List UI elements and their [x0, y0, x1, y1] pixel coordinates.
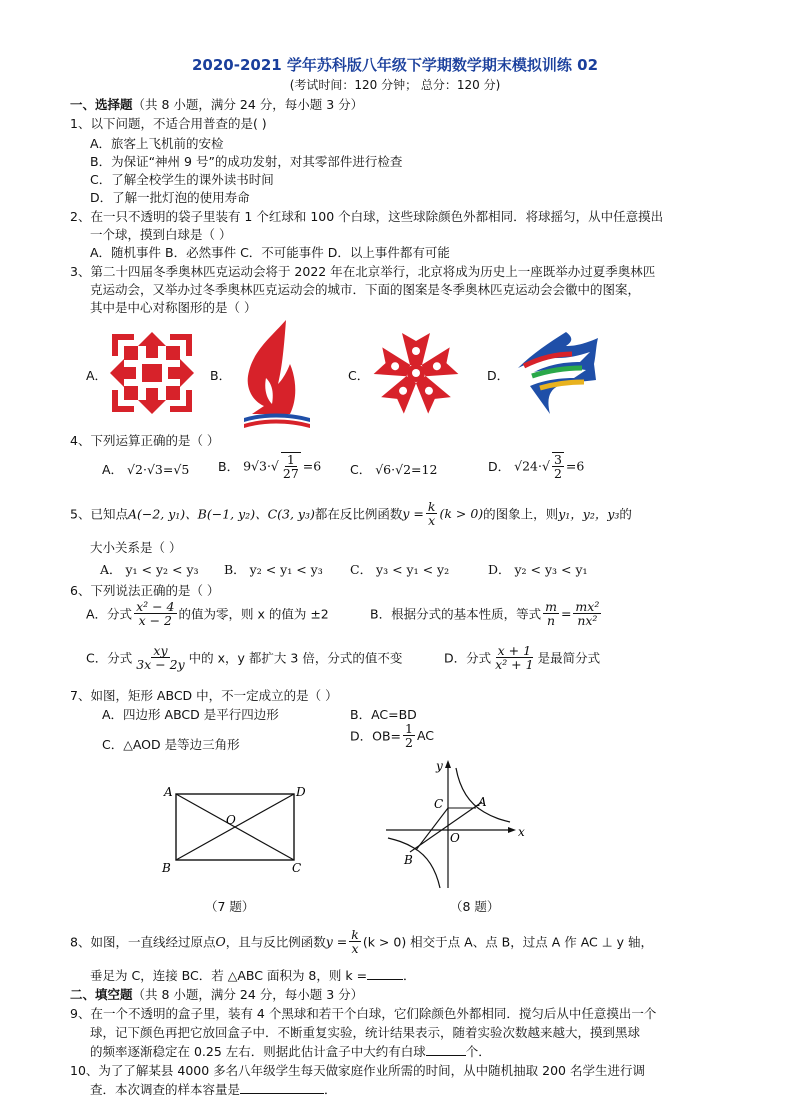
- q6-b-frac-right: [573, 600, 601, 627]
- q8-line-2: [90, 966, 416, 984]
- q6-d-num: x + 1: [497, 643, 532, 658]
- fig8-label-a: A: [478, 795, 487, 809]
- q4-d-r1: √24: [514, 458, 538, 474]
- q7-option-a: A．四边形 ABCD 是平行四边形: [102, 707, 279, 722]
- q8-question: 垂足为 C，连接 BC．若 △ABC 面积为 8，则 k =: [90, 968, 368, 983]
- q5-cond: (k > 0): [439, 506, 484, 522]
- q4-c-label: C．: [350, 462, 372, 477]
- q7-d-num: 1: [405, 721, 413, 736]
- q4-option-d: D． √24·√ $\frac{3}{2}$ =6: [488, 452, 585, 482]
- q2-line-2: 一个球，摸到白球是（ ）: [90, 227, 232, 242]
- q4-stem: 4、下列运算正确的是（ ）: [70, 433, 220, 448]
- fig7-label-c: C: [292, 861, 302, 875]
- q8-intro: 8、如图，一直线经过原点: [70, 934, 216, 950]
- fig7-label-b: B: [162, 861, 171, 875]
- q5-option-d: D． y₂ < y₃ < y₁: [488, 562, 588, 577]
- figure-8-hyperbola: [380, 756, 530, 892]
- q10-question: 查．本次调查的样本容量是: [90, 1082, 241, 1097]
- q6-c-post: 中的 x，y 都扩大 3 倍，分式的值不变: [188, 650, 403, 666]
- section-1-note: （共 8 小题，满分 24 分，每小题 3 分）: [132, 97, 364, 112]
- fig8-label-x: x: [518, 825, 525, 839]
- q1-option-b: B．为保证“神州 9 号”的成功发射，对其零部件进行检查: [90, 154, 403, 169]
- fig8-label-b: B: [404, 853, 413, 867]
- q7-d-post: AC: [416, 728, 435, 744]
- q5-frac-num: k: [427, 499, 436, 514]
- q8-frac-num: k: [351, 927, 359, 942]
- q6-stem: 6、下列说法正确的是（ ）: [70, 583, 220, 598]
- fig8-label-o: O: [450, 831, 460, 845]
- q5-mid: 都在反比例函数: [314, 506, 403, 522]
- q3-label-c: C．: [348, 368, 370, 383]
- q7-d-pre: D．OB=: [350, 728, 402, 744]
- q5-vars: y₁，y₂，y₃: [558, 506, 620, 522]
- q5-points: A(−2, y₁)、B(−1, y₂)、C(3, y₃): [127, 506, 315, 522]
- q6-b-eq: =: [560, 606, 572, 622]
- q8-mid: ，且与反比例函数: [225, 934, 326, 950]
- q6-option-d: [444, 644, 600, 671]
- q6-option-a: [86, 600, 329, 627]
- q2-line-1: 2、在一只不透明的袋子里装有 1 个红球和 100 个白球，这些球除颜色外都相同．将球摇匀，从中任意摸出: [70, 209, 664, 224]
- section-1-heading: [70, 95, 363, 113]
- q8-answer-blank[interactable]: [367, 979, 403, 980]
- q4-d-frac: [552, 452, 564, 480]
- figure-7-rectangle: [158, 782, 318, 880]
- q8-line-1: [70, 928, 653, 955]
- q8-frac: [349, 928, 361, 955]
- q5-end: 的: [619, 506, 632, 522]
- q8-rest: (k > 0) 相交于点 A、点 B，过点 A 作 AC ⊥ y 轴，: [362, 934, 653, 950]
- q7-d-frac: [403, 722, 415, 749]
- q10-line-1: 10、为了了解某县 4000 多名八年级学生每天做家庭作业所需的时间，从中随机抽取 200 名学生进行调: [70, 1063, 645, 1078]
- q7-option-b: B．AC=BD: [350, 707, 417, 722]
- q7-option-d: [350, 722, 434, 749]
- q4-d-label: D．: [488, 459, 511, 475]
- q5-line-2: 大小关系是（ ）: [90, 540, 182, 555]
- fig7-label-a: A: [164, 785, 173, 799]
- q4-d-num: 3: [553, 452, 562, 467]
- q4-c-expr: √6·√2=12: [375, 462, 438, 477]
- q6-c-pre: C．分式: [86, 650, 133, 666]
- q9-line-2: 球，记下颜色再把它放回盒子中．不断重复实验，统计结果表示，随着实验次数越来越大，摸到黑球: [90, 1025, 641, 1040]
- q4-b-pre: 9√3: [243, 458, 267, 474]
- q7-stem: 7、如图，矩形 ABCD 中，不一定成立的是（ ）: [70, 688, 338, 703]
- q8-end: ．: [403, 968, 416, 983]
- q5-then: 的图象上，则: [483, 506, 559, 522]
- q6-b-ln: m: [545, 599, 557, 614]
- q1-stem: 1、以下问题，不适合用普查的是( ): [70, 116, 267, 131]
- q5-frac-den: x: [428, 513, 436, 529]
- exam-info: (考试时间：120 分钟； 总分：120 分): [289, 78, 501, 92]
- q6-option-b: [370, 600, 603, 627]
- section-2-note: （共 8 小题，满分 24 分，每小题 3 分）: [132, 987, 364, 1002]
- q6-a-pre: A．分式: [86, 606, 133, 622]
- q10-answer-blank[interactable]: [240, 1093, 324, 1094]
- emblem-c-image: [368, 326, 464, 420]
- section-2-title: 二、填空题: [70, 987, 133, 1002]
- q4-b-label: B．: [218, 459, 240, 475]
- figure-7-caption: （7 题）: [205, 899, 255, 914]
- q5-frac: [426, 500, 438, 527]
- fig7-label-o: O: [226, 813, 236, 827]
- q6-b-rn: mx²: [575, 599, 600, 614]
- q8-frac-den: x: [351, 941, 359, 957]
- fig8-label-y: y: [436, 759, 443, 773]
- q6-b-frac-left: [543, 600, 559, 627]
- q10-line-2: [90, 1080, 337, 1098]
- q4-a-r3: √5: [173, 462, 190, 477]
- q4-c-r2: √2: [395, 462, 412, 477]
- q5-option-c: C． y₃ < y₁ < y₂: [350, 562, 450, 577]
- q6-d-pre: D．分式: [444, 650, 492, 666]
- section-2-heading: [70, 985, 363, 1003]
- q4-c-r1: √6: [375, 462, 392, 477]
- q7-option-c: C．△AOD 是等边三角形: [102, 737, 240, 752]
- q1-option-a: A．旅客上飞机前的安检: [90, 136, 224, 151]
- q6-a-frac: [134, 600, 176, 627]
- q8-fn: y =: [325, 934, 348, 950]
- q4-option-a: [102, 460, 189, 478]
- q3-label-a: A．: [86, 368, 108, 383]
- figure-8-caption: （8 题）: [450, 899, 500, 914]
- q3-line-3: 其中是中心对称图形的是（ ）: [90, 300, 257, 315]
- q4-b-den: 27: [282, 466, 299, 482]
- q6-b-rd: nx²: [577, 613, 598, 629]
- fig8-label-c: C: [434, 797, 444, 811]
- q4-b-frac: [281, 452, 301, 480]
- page-title: 2020-2021 学年苏科版八年级下学期数学期末模拟训练 02: [191, 56, 599, 74]
- q4-a-r2: √3: [146, 462, 163, 477]
- q8-origin: O: [215, 934, 226, 950]
- q6-a-den: x − 2: [138, 613, 172, 629]
- emblem-a-image: [106, 328, 198, 418]
- q6-c-num: xy: [153, 643, 168, 658]
- q4-b-eq: =6: [302, 458, 322, 474]
- q6-b-ld: n: [546, 613, 556, 629]
- q4-option-c: [350, 460, 437, 478]
- q5-fn: y =: [402, 506, 424, 522]
- q4-d-den: 2: [553, 466, 562, 482]
- q5-option-b: B． y₂ < y₁ < y₃: [224, 562, 323, 577]
- q6-d-post: 是最简分式: [537, 650, 601, 666]
- emblem-d-image: [510, 328, 602, 416]
- q4-option-b: B． 9√3·√ $\frac{1}{27}$ =6: [218, 452, 322, 482]
- q5-line-1: [70, 500, 632, 527]
- q9-line-3: [90, 1042, 491, 1060]
- q7-d-den: 2: [405, 735, 413, 751]
- section-1-title: 一、选择题: [70, 97, 133, 112]
- q4-a-label: A．: [102, 462, 124, 477]
- q4-a-eq: =: [162, 462, 174, 477]
- q3-label-b: B．: [210, 368, 232, 383]
- q4-b-num: 1: [286, 452, 295, 467]
- q4-a-r1: √2: [127, 462, 143, 477]
- q5-option-a: A． y₁ < y₂ < y₃: [100, 562, 199, 577]
- q10-end: ．: [324, 1082, 337, 1097]
- q4-d-eq: =6: [565, 458, 585, 474]
- q3-label-d: D．: [487, 368, 510, 383]
- q1-option-d: D．了解一批灯泡的使用寿命: [90, 190, 250, 205]
- q9-answer-blank[interactable]: [426, 1055, 466, 1056]
- q9-question: 的频率逐渐稳定在 0.25 左右．则据此估计盒子中大约有白球: [90, 1044, 426, 1059]
- q6-c-den: 3x − 2y: [136, 657, 185, 673]
- q4-a-expr: √2·√3=√5: [127, 462, 190, 477]
- q6-option-c: [86, 644, 402, 671]
- q3-line-2: 克运动会，又举办过冬季奥林匹克运动会的城市．下面的图案是冬季奥林匹克运动会会徽中的图案，: [90, 282, 641, 297]
- q6-a-num: x² − 4: [136, 599, 175, 614]
- q6-a-post: 的值为零，则 x 的值为 ±2: [178, 606, 329, 622]
- fig7-label-d: D: [296, 785, 306, 799]
- q5-intro: 5、已知点: [70, 506, 128, 522]
- q9-end: 个．: [465, 1044, 491, 1059]
- emblem-b-image: [238, 318, 314, 430]
- q6-b-pre: B．根据分式的基本性质，等式: [370, 606, 542, 622]
- q9-line-1: 9、在一个不透明的盒子里，装有 4 个黑球和若干个白球，它们除颜色外都相同．搅匀后从中任意摸出一个: [70, 1006, 657, 1021]
- q3-line-1: 3、第二十四届冬季奥林匹克运动会将于 2022 年在北京举行，北京将成为历史上一座既举办过夏季奥林匹: [70, 264, 656, 279]
- q6-c-frac: [134, 644, 186, 671]
- q2-options: A．随机事件 B．必然事件 C．不可能事件 D．以上事件都有可能: [90, 245, 450, 260]
- q6-d-den: x² + 1: [495, 657, 534, 673]
- q1-option-c: C．了解全校学生的课外读书时间: [90, 172, 274, 187]
- q4-c-eq: =12: [411, 462, 438, 477]
- q6-d-frac: [493, 644, 535, 671]
